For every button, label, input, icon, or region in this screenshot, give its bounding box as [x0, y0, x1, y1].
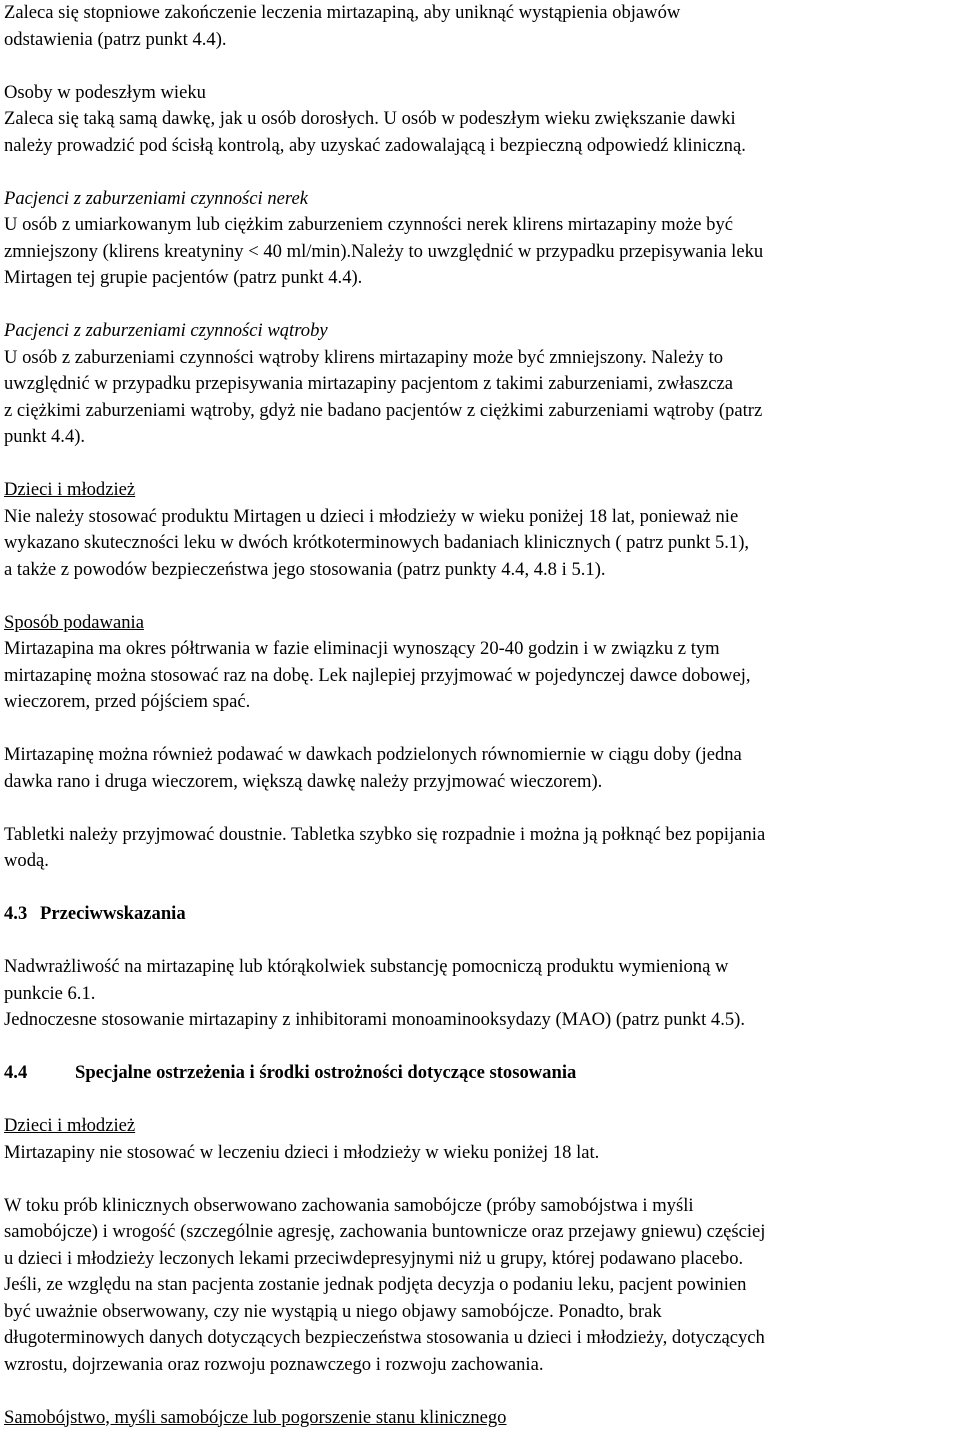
text-line: wodą.	[4, 850, 49, 871]
text-line: zmniejszony (klirens kreatyniny < 40 ml/min).Należy to uwzględnić w przypadku przepisywania leku	[4, 240, 764, 262]
text-line: Zaleca się taką samą dawkę, jak u osób dorosłych. U osób w podeszłym wieku zwiększanie dawki	[4, 108, 736, 129]
text-line: Mirtazapina ma okres półtrwania w fazie eliminacji wynoszący 20-40 godzin i w związku z tym	[4, 638, 720, 659]
text-line: Jednoczesne stosowanie mirtazapiny z inhibitorami monoaminooksydazy (MAO) (patrz punkt 4.5).	[4, 1009, 745, 1030]
text-line: punkt 4.4).	[4, 426, 86, 447]
text-line: dawka rano i druga wieczorem, większą dawkę należy przyjmować wieczorem).	[4, 770, 603, 792]
text-line: Mirtagen tej grupie pacjentów (patrz punkt 4.4).	[4, 267, 363, 288]
text-line: U osób z umiarkowanym lub ciężkim zaburzeniem czynności nerek klirens mirtazapiny może być	[4, 214, 734, 235]
text-line: Tabletki należy przyjmować doustnie. Tabletka szybko się rozpadnie i można ją połknąć bez popijania	[4, 823, 766, 845]
text-line: Mirtazapinę można również podawać w dawkach podzielonych równomiernie w ciągu doby (jedna	[4, 744, 742, 765]
section-heading-4-3	[4, 901, 956, 928]
text-line: mirtazapinę można stosować raz na dobę. Lek najlepiej przyjmować w pojedynczej dawce dobowej,	[4, 664, 751, 686]
text-line: W toku prób klinicznych obserwowano zachowania samobójcze (próby samobójstwa i myśli	[4, 1194, 694, 1216]
text-line: punkcie 6.1.	[4, 982, 96, 1004]
subheading-suicide: Samobójstwo, myśli samobójcze lub pogorszenie stanu klinicznego	[4, 1406, 507, 1428]
subheading-renal: Pacjenci z zaburzeniami czynności nerek	[4, 187, 308, 209]
section-number: 4.4	[4, 1062, 28, 1083]
section-title: Przeciwwskazania	[40, 903, 186, 924]
text-line: Nadwrażliwość na mirtazapinę lub którąkolwiek substancję pomocniczą produktu wymienioną w	[4, 956, 729, 977]
text-line: wykazano skuteczności leku w dwóch krótkoterminowych badaniach klinicznych ( patrz punkt 5.1),	[4, 532, 750, 553]
text-line: odstawienia (patrz punkt 4.4).	[4, 28, 227, 50]
subheading-children-warnings: Dzieci i młodzież	[4, 1115, 136, 1136]
text-line: Zaleca się stopniowe zakończenie leczenia mirtazapiną, aby uniknąć wystąpienia objawów	[4, 2, 681, 23]
text-line: U osób z zaburzeniami czynności wątroby klirens mirtazapiny może być zmniejszony. Należy to	[4, 346, 724, 368]
section-number: 4.3	[4, 903, 28, 924]
text-line: wzrostu, dojrzewania oraz rozwoju poznawczego i rozwoju zachowania.	[4, 1353, 544, 1375]
text-line: należy prowadzić pod ścisłą kontrolą, aby uzyskać zadowalającą i bezpieczną odpowiedź kliniczną.	[4, 134, 746, 156]
text-line: długoterminowych danych dotyczących bezpieczeństwa stosowania u dzieci i młodzieży, dotyczących	[4, 1327, 765, 1348]
text-line: Jeśli, ze względu na stan pacjenta zostanie jednak podjęta decyzja o podaniu leku, pacjent powinien	[4, 1274, 747, 1295]
text-line: u dzieci i młodzieży leczonych lekami przeciwdepresyjnymi niż u grupy, której podawano placebo.	[4, 1247, 744, 1269]
text-line: być uważnie obserwowany, czy nie wystąpią u niego objawy samobójcze. Ponadto, brak	[4, 1300, 662, 1322]
section-title: Specjalne ostrzeżenia i środki ostrożności dotyczące stosowania	[75, 1062, 577, 1083]
text-line: Nie należy stosować produktu Mirtagen u dzieci i młodzieży w wieku poniżej 18 lat, ponieważ nie	[4, 505, 739, 527]
subheading-hepatic: Pacjenci z zaburzeniami czynności wątroby	[4, 320, 328, 341]
text-line: a także z powodów bezpieczeństwa jego stosowania (patrz punkty 4.4, 4.8 i 5.1).	[4, 558, 606, 580]
subheading-children: Dzieci i młodzież	[4, 479, 136, 500]
text-line: uwzględnić w przypadku przepisywania mirtazapiny pacjentom z takimi zaburzeniami, zwłaszcza	[4, 373, 733, 394]
subheading-administration: Sposób podawania	[4, 611, 144, 633]
text-line: samobójcze) i wrogość (szczególnie agresję, zachowania buntownicze oraz przejawy gniewu) częściej	[4, 1221, 766, 1242]
text-line: wieczorem, przed pójściem spać.	[4, 691, 251, 712]
subheading-elderly: Osoby w podeszłym wieku	[4, 81, 206, 103]
text-line: Mirtazapiny nie stosować w leczeniu dzieci i młodzieży w wieku poniżej 18 lat.	[4, 1141, 600, 1163]
section-heading-4-4	[4, 1060, 956, 1087]
text-line: z ciężkimi zaburzeniami wątroby, gdyż nie badano pacjentów z ciężkimi zaburzeniami wątroby (patrz	[4, 399, 763, 421]
